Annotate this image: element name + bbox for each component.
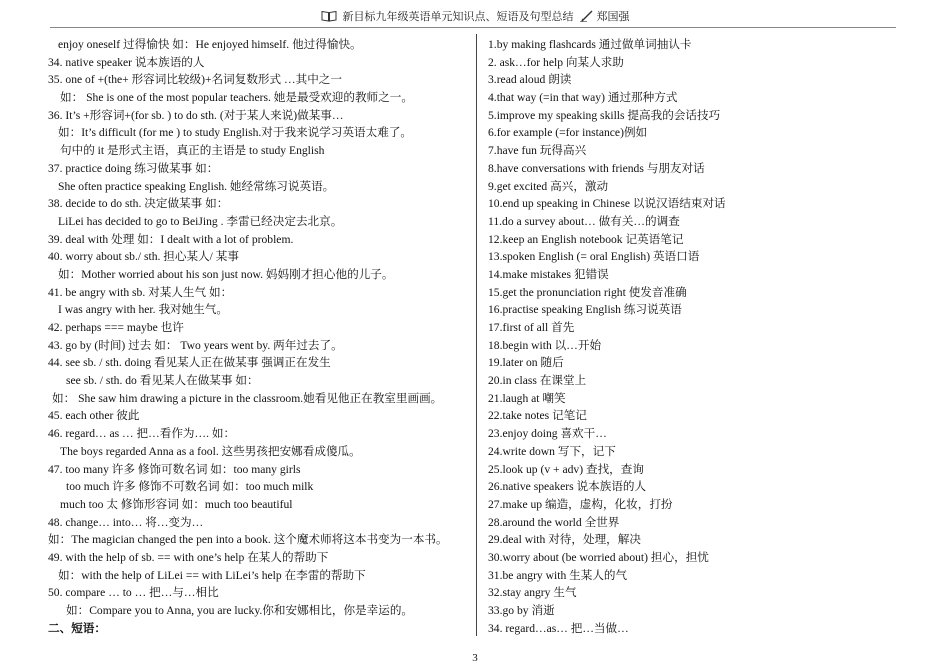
phrase-item: 24.write down 写下，记下	[488, 444, 616, 458]
text-line: 如：Mother worried about his son just now. 妈妈刚才担心他的儿子。	[58, 267, 394, 281]
text-line: 36. It’s +形容词+(for sb. ) to do sth. (对于某人来说)做某事…	[48, 108, 344, 122]
phrase-item: 27.make up 编造，虚构，化妆，打扮	[488, 497, 673, 511]
text-line: The boys regarded Anna as a fool. 这些男孩把安娜看成傻瓜。	[60, 444, 361, 458]
text-line: enjoy oneself 过得愉快 如：He enjoyed himself. 他过得愉快。	[58, 38, 362, 51]
pen-icon	[580, 10, 594, 25]
text-line: 39. deal with 处理 如：I dealt with a lot of problem.	[48, 232, 294, 246]
header-title: 新目标九年级英语单元知识点、短语及句型总结	[342, 11, 574, 23]
phrase-item: 19.later on 随后	[488, 356, 564, 370]
phrase-item: 29.deal with 对待，处理，解决	[488, 533, 641, 547]
text-line: 如：The magician changed the pen into a book. 这个魔术师将这本书变为一本书。	[48, 533, 448, 547]
text-line: 48. change… into… 将…变为…	[48, 515, 204, 529]
text-line: 34. native speaker 说本族语的人	[48, 55, 205, 69]
phrase-item: 18.begin with 以…开始	[488, 338, 602, 352]
book-icon	[321, 10, 337, 25]
text-line: too much 许多 修饰不可数名词 如：too much milk	[66, 480, 314, 494]
phrase-item: 10.end up speaking in Chinese 以说汉语结束对话	[488, 197, 726, 211]
text-line: I was angry with her. 我对她生气。	[58, 303, 229, 317]
text-line: 50. compare … to … 把…与…相比	[48, 586, 219, 600]
phrase-item: 17.first of all 首先	[488, 321, 575, 334]
phrase-item: 6.for example (=for instance)例如	[488, 126, 648, 140]
text-line: 37. practice doing 练习做某事 如：	[48, 161, 219, 175]
phrase-item: 14.make mistakes 犯错误	[488, 267, 609, 281]
text-line: 35. one of +(the+ 形容词比较级)+名词复数形式 …其中之一	[48, 73, 342, 87]
phrase-item: 5.improve my speaking skills 提高我的会话技巧	[488, 108, 721, 122]
header-author: 郑国强	[596, 11, 630, 23]
phrase-item: 9.get excited 高兴，激动	[488, 179, 609, 193]
text-line: 47. too many 许多 修饰可数名词 如：too many girls	[48, 462, 301, 476]
phrase-item: 3.read aloud 朗读	[488, 73, 572, 87]
text-line: 43. go by (时间) 过去 如： Two years went by. 两年过去了。	[48, 338, 343, 352]
column-divider	[476, 34, 477, 636]
phrase-item: 33.go by 消逝	[488, 604, 555, 617]
text-line: 如：Compare you to Anna, you are lucky.你和安娜相比，你是幸运的。	[66, 604, 414, 617]
phrase-item: 31.be angry with 生某人的气	[488, 568, 628, 582]
phrase-item: 22.take notes 记笔记	[488, 409, 587, 423]
text-line: see sb. / sth. do 看见某人在做某事 如：	[66, 374, 259, 388]
phrase-item: 25.look up (v + adv) 查找，查询	[488, 462, 644, 476]
text-line: 句中的 it 是形式主语，真正的主语是 to study English	[60, 144, 325, 158]
phrase-item: 15.get the pronunciation right 使发音准确	[488, 285, 687, 299]
text-line: 44. see sb. / sth. doing 看见某人正在做某事 强调正在发生	[48, 356, 331, 370]
section-heading: 二、短语：	[48, 621, 106, 635]
text-line: 如： She saw him drawing a picture in the classroom.她看见他正在教室里画画。	[52, 391, 443, 405]
text-line: She often practice speaking English. 她经常练习说英语。	[58, 179, 335, 193]
phrase-item: 2. ask…for help 向某人求助	[488, 55, 624, 69]
phrase-item: 26.native speakers 说本族语的人	[488, 480, 647, 494]
text-line: 45. each other 彼此	[48, 409, 140, 423]
text-line: 40. worry about sb./ sth. 担心某人/ 某事	[48, 250, 239, 264]
page-header	[0, 8, 950, 25]
phrase-item: 11.do a survey about… 做有关…的调查	[488, 214, 680, 228]
phrase-item: 23.enjoy doing 喜欢干…	[488, 427, 607, 441]
phrase-item: 28.around the world 全世界	[488, 515, 620, 529]
right-column	[488, 36, 888, 637]
header-rule	[50, 27, 896, 28]
text-line: 42. perhaps === maybe 也许	[48, 321, 184, 334]
text-line: 38. decide to do sth. 决定做某事 如：	[48, 197, 229, 211]
phrase-item: 34. regard…as… 把…当做…	[488, 621, 629, 635]
text-line: 46. regard… as … 把…看作为…. 如：	[48, 427, 236, 441]
phrase-item: 8.have conversations with friends 与朋友对话	[488, 161, 705, 175]
phrase-item: 7.have fun 玩得高兴	[488, 144, 587, 158]
phrase-item: 32.stay angry 生气	[488, 586, 577, 600]
phrase-item: 16.practise speaking English 练习说英语	[488, 303, 682, 317]
phrase-item: 30.worry about (be worried about) 担心，担忧	[488, 550, 709, 564]
phrase-item: 13.spoken English (= oral English) 英语口语	[488, 250, 700, 264]
left-column	[48, 36, 468, 637]
page-number: 3	[472, 652, 478, 664]
text-line: LiLei has decided to go to BeiJing . 李雷已经决定去北京。	[58, 214, 343, 228]
phrase-item: 21.laugh at 嘲笑	[488, 391, 566, 405]
phrase-item: 4.that way (=in that way) 通过那种方式	[488, 91, 678, 105]
text-line: 如：with the help of LiLei == with LiLei’s help 在李雷的帮助下	[58, 568, 366, 582]
text-line: 49. with the help of sb. == with one’s help 在某人的帮助下	[48, 550, 329, 564]
text-line: 41. be angry with sb. 对某人生气 如：	[48, 285, 233, 299]
text-line: 如： She is one of the most popular teachers. 她是最受欢迎的教师之一。	[60, 91, 413, 105]
phrase-item: 20.in class 在课堂上	[488, 374, 587, 388]
phrase-item: 12.keep an English notebook 记英语笔记	[488, 232, 684, 246]
text-line: much too 太 修饰形容词 如：much too beautiful	[60, 497, 293, 511]
phrase-item: 1.by making flashcards 通过做单词抽认卡	[488, 38, 692, 51]
text-line: 如：It’s difficult (for me ) to study English.对于我来说学习英语太难了。	[58, 126, 413, 140]
